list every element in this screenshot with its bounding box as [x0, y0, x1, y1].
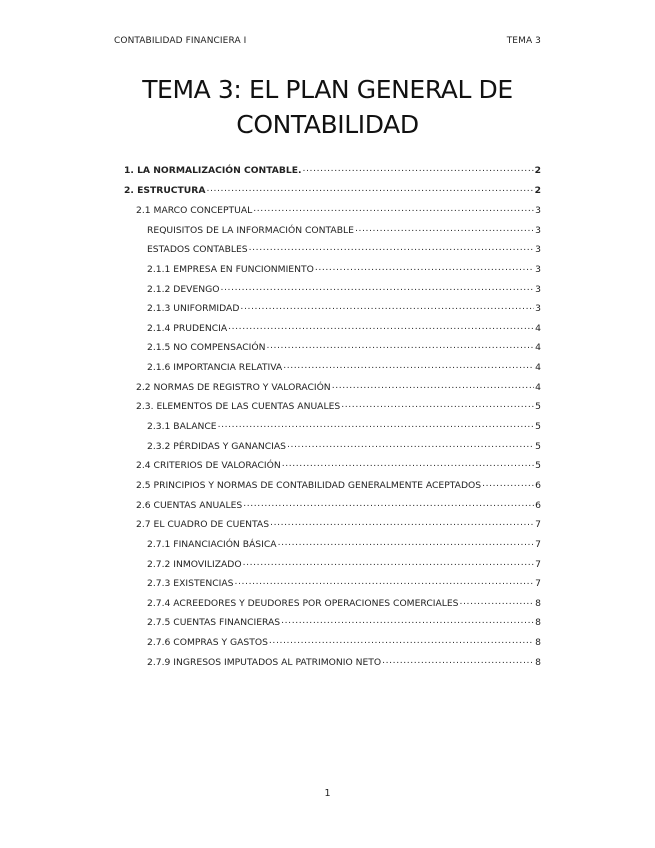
toc-dot-leader — [303, 163, 534, 173]
toc-entry-page: 5 — [535, 460, 541, 472]
toc-entry-label: 2.1.4 PRUDENCIA — [147, 322, 228, 334]
toc-entry-page: 3 — [535, 205, 541, 216]
toc-dot-leader — [243, 557, 535, 567]
toc-entry-page: 6 — [535, 479, 541, 491]
toc-entry-label: 2.7.4 ACREEDORES Y DEUDORES POR OPERACIONES COMERCIALES — [147, 597, 459, 609]
toc-entry-page: 4 — [535, 362, 541, 374]
toc-entry-label: REQUISITOS DE LA INFORMACIÓN CONTABLE — [147, 224, 354, 236]
toc-dot-leader — [270, 517, 534, 527]
document-title-line-1: TEMA 3: EL PLAN GENERAL DE — [142, 75, 513, 104]
toc-entry-page: 7 — [535, 558, 541, 570]
toc-entry[interactable] — [124, 321, 541, 341]
toc-entry-page: 8 — [535, 597, 541, 609]
page-number: 1 — [324, 788, 331, 799]
toc-entry-label: 2.7.1 FINANCIACIÓN BÁSICA — [147, 538, 277, 550]
header-topic: TEMA 3 — [506, 36, 541, 46]
toc-entry-label: 2.7.5 CUENTAS FINANCIERAS — [147, 617, 281, 629]
toc-dot-leader — [240, 301, 534, 311]
toc-entry-page: 2 — [534, 185, 541, 196]
toc-entry[interactable] — [124, 439, 541, 459]
toc-entry-label: 2.1.2 DEVENGO — [147, 283, 220, 295]
toc-entry-label: 2.3.2 PÉRDIDAS Y GANANCIAS — [147, 440, 286, 452]
toc-entry-page: 4 — [535, 322, 541, 334]
toc-entry-page: 4 — [535, 342, 541, 354]
toc-entry[interactable] — [124, 262, 541, 282]
toc-dot-leader — [249, 242, 535, 252]
toc-entry[interactable] — [124, 498, 541, 518]
toc-entry-label: 2.7.6 COMPRAS Y GASTOS — [147, 637, 268, 649]
toc-entry[interactable] — [124, 596, 541, 616]
toc-dot-leader — [228, 321, 534, 331]
toc-entry[interactable] — [124, 203, 541, 223]
toc-entry-page: 6 — [535, 499, 541, 511]
toc-dot-leader — [278, 537, 535, 547]
toc-entry[interactable] — [124, 340, 541, 360]
toc-dot-leader — [283, 360, 534, 370]
toc-entry-label: 1. LA NORMALIZACIÓN CONTABLE. — [124, 165, 302, 176]
toc-entry-page: 5 — [535, 421, 541, 433]
toc-entry[interactable] — [124, 360, 541, 380]
toc-entry-page: 3 — [535, 303, 541, 315]
toc-entry[interactable] — [124, 557, 541, 577]
toc-dot-leader — [206, 183, 533, 193]
document-title-line-2: CONTABILIDAD — [236, 110, 419, 139]
toc-entry-label: 2.1 MARCO CONCEPTUAL — [136, 205, 253, 216]
toc-entry-label: 2.1.6 IMPORTANCIA RELATIVA — [147, 362, 283, 374]
toc-entry[interactable] — [124, 576, 541, 596]
header-course-title: CONTABILIDAD FINANCIERA I — [114, 36, 247, 46]
toc-entry-page: 8 — [535, 637, 541, 649]
toc-entry[interactable] — [124, 242, 541, 262]
toc-dot-leader — [234, 576, 534, 586]
toc-entry-page: 3 — [535, 224, 541, 236]
toc-entry-label: 2. ESTRUCTURA — [124, 185, 206, 196]
toc-entry-label: 2.3. ELEMENTOS DE LAS CUENTAS ANUALES — [136, 401, 341, 413]
toc-dot-leader — [221, 282, 535, 292]
toc-entry[interactable] — [124, 163, 541, 183]
toc-dot-leader — [482, 478, 534, 488]
toc-entry[interactable] — [124, 301, 541, 321]
toc-dot-leader — [218, 419, 535, 429]
toc-entry-page: 2 — [534, 165, 541, 176]
toc-entry-label: 2.7.9 INGRESOS IMPUTADOS AL PATRIMONIO NETO — [147, 656, 382, 668]
toc-entry[interactable] — [124, 223, 541, 243]
toc-entry-page: 4 — [535, 381, 541, 393]
toc-entry[interactable] — [124, 399, 541, 419]
toc-entry-page: 3 — [535, 244, 541, 256]
toc-entry-page: 8 — [535, 656, 541, 668]
toc-dot-leader — [243, 498, 534, 508]
toc-entry[interactable] — [124, 655, 541, 675]
toc-dot-leader — [269, 635, 534, 645]
toc-entry-label: 2.4 CRITERIOS DE VALORACIÓN — [136, 460, 281, 472]
table-of-contents — [124, 163, 541, 674]
toc-dot-leader — [460, 596, 535, 606]
toc-entry-page: 8 — [535, 617, 541, 629]
toc-dot-leader — [287, 439, 534, 449]
toc-entry-page: 3 — [535, 283, 541, 295]
toc-entry-label: 2.2 NORMAS DE REGISTRO Y VALORACIÓN — [136, 381, 331, 393]
toc-entry-label: 2.5 PRINCIPIOS Y NORMAS DE CONTABILIDAD GENERALMENTE ACEPTADOS — [136, 479, 482, 491]
toc-entry-page: 7 — [535, 578, 541, 590]
toc-dot-leader — [332, 380, 534, 390]
toc-entry[interactable] — [124, 635, 541, 655]
toc-entry[interactable] — [124, 282, 541, 302]
toc-entry-label: 2.6 CUENTAS ANUALES — [136, 499, 243, 511]
toc-entry-label: ESTADOS CONTABLES — [147, 244, 248, 256]
toc-dot-leader — [281, 615, 534, 625]
toc-entry-label: 2.1.5 NO COMPENSACIÓN — [147, 342, 266, 354]
toc-entry[interactable] — [124, 419, 541, 439]
toc-dot-leader — [355, 223, 534, 233]
toc-dot-leader — [282, 458, 534, 468]
toc-entry-label: 2.7 EL CUADRO DE CUENTAS — [136, 519, 270, 531]
toc-dot-leader — [315, 262, 534, 272]
toc-entry[interactable] — [124, 615, 541, 635]
toc-entry-label: 2.1.1 EMPRESA EN FUNCIONMIENTO — [147, 263, 314, 275]
toc-entry[interactable] — [124, 458, 541, 478]
toc-entry-page: 5 — [535, 401, 541, 413]
toc-entry-label: 2.7.2 INMOVILIZADO — [147, 558, 242, 570]
toc-entry-page: 3 — [535, 263, 541, 275]
toc-entry-page: 7 — [535, 519, 541, 531]
toc-dot-leader — [341, 399, 534, 409]
toc-entry[interactable] — [124, 537, 541, 557]
toc-entry-label: 2.3.1 BALANCE — [147, 421, 217, 433]
toc-dot-leader — [266, 340, 534, 350]
page-header — [114, 36, 541, 50]
toc-entry-label: 2.1.3 UNIFORMIDAD — [147, 303, 240, 315]
toc-entry-page: 7 — [535, 538, 541, 550]
toc-entry-page: 5 — [535, 440, 541, 452]
document-title — [80, 72, 575, 142]
toc-entry[interactable] — [124, 478, 541, 498]
toc-entry[interactable] — [124, 517, 541, 537]
toc-entry-label: 2.7.3 EXISTENCIAS — [147, 578, 234, 590]
toc-entry[interactable] — [124, 380, 541, 400]
toc-dot-leader — [382, 655, 534, 665]
toc-dot-leader — [253, 203, 534, 213]
toc-entry[interactable] — [124, 183, 541, 203]
